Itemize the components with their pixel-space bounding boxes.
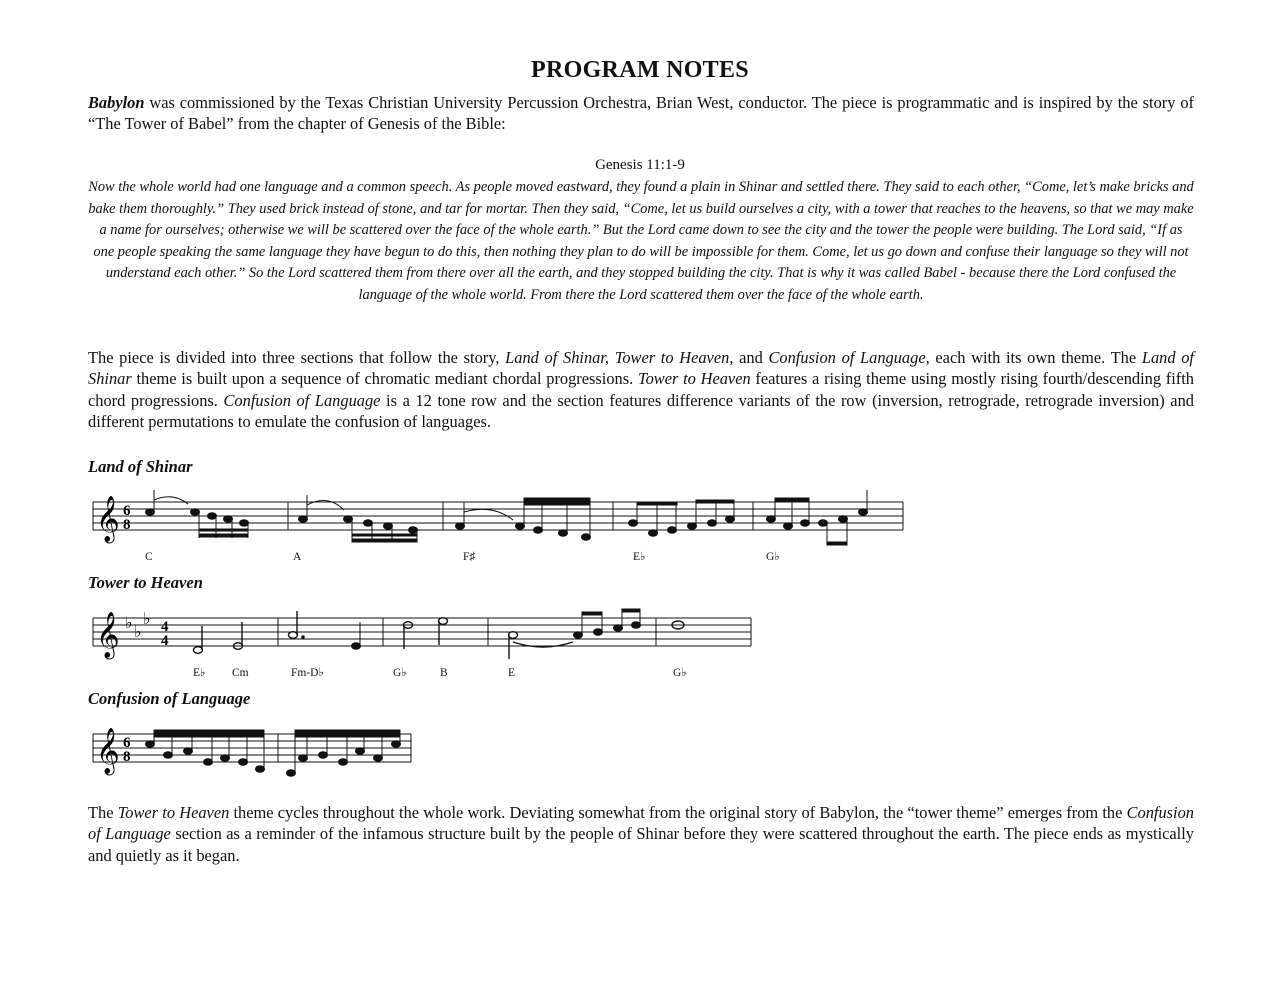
flat-icon: ♭ bbox=[143, 611, 151, 628]
time-sig-top: 6 bbox=[123, 735, 131, 751]
chord-label: F♯ bbox=[463, 551, 476, 563]
text-run: theme is built upon a sequence of chromatic mediant chordal progressions. bbox=[131, 369, 638, 389]
text-run: each with its own theme. The bbox=[929, 348, 1142, 367]
flat-icon: ♭ bbox=[125, 615, 133, 632]
chord-label: G♭ bbox=[393, 667, 407, 679]
chord-label: Cm bbox=[232, 667, 249, 679]
scripture-reference: Genesis 11:1-9 bbox=[595, 157, 685, 173]
section-name: Land of Shinar bbox=[88, 348, 1194, 389]
text-run: and bbox=[733, 348, 769, 367]
text-run: The piece is divided into three sections that follow the story, bbox=[88, 348, 506, 367]
time-sig-top: 4 bbox=[161, 619, 169, 635]
chord-label: E♭ bbox=[193, 667, 206, 679]
treble-clef-icon: 𝄞 bbox=[96, 496, 120, 542]
text-run: The bbox=[88, 803, 118, 822]
chord-label: E bbox=[508, 667, 516, 679]
section-name: Confusion of Language, bbox=[768, 348, 930, 367]
chord-label: C bbox=[145, 551, 153, 563]
staff-tower-to-heaven bbox=[88, 606, 758, 686]
work-title: Babylon bbox=[88, 93, 145, 112]
chord-label: E♭ bbox=[633, 551, 646, 563]
section-name: Tower to Heaven bbox=[637, 369, 751, 389]
theme-title-tower: Tower to Heaven bbox=[88, 573, 203, 592]
staff-confusion-of-language bbox=[88, 722, 418, 787]
closing-paragraph bbox=[88, 802, 1194, 866]
time-sig-bottom: 4 bbox=[161, 633, 169, 649]
treble-clef-icon: 𝄞 bbox=[96, 612, 120, 658]
chord-label: G♭ bbox=[766, 551, 780, 563]
intro-paragraph bbox=[88, 92, 1194, 135]
time-sig-top: 6 bbox=[123, 503, 131, 519]
chord-label: B bbox=[440, 667, 448, 679]
staff-land-of-shinar bbox=[88, 490, 908, 570]
chord-label: G♭ bbox=[673, 667, 687, 679]
page-title: PROGRAM NOTES bbox=[531, 57, 749, 83]
chord-label: A bbox=[293, 551, 302, 563]
scripture-quote: Now the whole world had one language and a common speech. As people moved eastward, they found a plain in Shinar and settled there. They said to each other, “Come, let’s make bricks and bake them thoroughly.” They used brick instead of stone, and tar for mortar. Then they said, “Come, let us build ourselves a city, with a tower that reaches to the heavens, so that we may make a name for ourselves; otherwise we will be scattered over the face of the whole earth.” But the Lord came down to see the city and the tower the people were building. The Lord said, “If as one people speaking the same language they have begun to do this, then nothing they plan to do will be impossible for them. Come, let us go down and confuse their language so they will not understand each other.” So the Lord scattered them from there over all the earth, and they stopped building the city. That is why it was called Babel - because there the Lord confused the language of the whole world. From there the Lord scattered them over the face of the whole earth. bbox=[88, 179, 1194, 303]
intro-text: was commissioned by the Texas Christian University Percussion Orchestra, Brian West, conductor. The piece is programmatic and is inspired by the story of “The Tower of Babel” from the chapter of Genesis of the Bible: bbox=[88, 93, 1194, 134]
text-run: section as a reminder of the infamous structure built by the people of Shinar before they were scattered throughout the earth. The piece ends as mystically and quietly as it began. bbox=[88, 824, 1194, 865]
text-run: features a rising theme using mostly rising fourth/descending fifth chord progressions. bbox=[88, 369, 1194, 410]
theme-title-shinar: Land of Shinar bbox=[88, 457, 193, 476]
flat-icon: ♭ bbox=[134, 624, 142, 641]
section-name: Confusion of Language bbox=[223, 390, 381, 410]
theme-title-confusion: Confusion of Language bbox=[88, 689, 251, 708]
sections-paragraph bbox=[88, 347, 1194, 432]
treble-clef-icon: 𝄞 bbox=[96, 728, 120, 774]
section-name: Tower to Heaven bbox=[117, 803, 230, 822]
time-sig-bottom: 8 bbox=[123, 749, 131, 765]
time-sig-bottom: 8 bbox=[123, 517, 131, 533]
text-run: is a 12 tone row and the section features difference variants of the row (inversion, retrograde, retrograde inversion) and different permutations to emulate the confusion of languages. bbox=[88, 390, 1194, 431]
section-name: Confusion of Language bbox=[88, 803, 1194, 844]
chord-label: Fm-D♭ bbox=[291, 667, 324, 679]
text-run: theme cycles throughout the whole work. Deviating somewhat from the original story of Babylon, the “tower theme” emerges from the bbox=[229, 803, 1127, 822]
section-names: Land of Shinar, Tower to Heaven, bbox=[505, 348, 734, 367]
